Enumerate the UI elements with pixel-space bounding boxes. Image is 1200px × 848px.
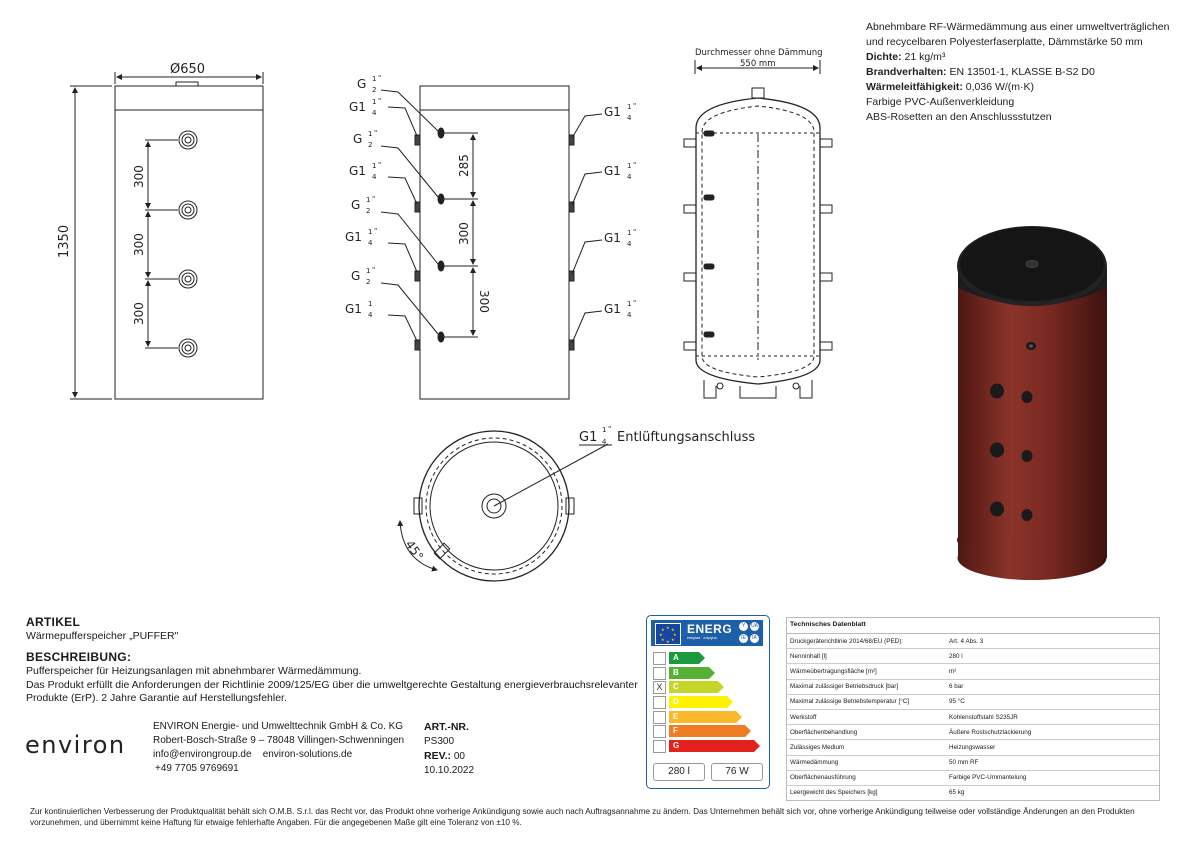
svg-text:": " <box>372 266 376 274</box>
eu-flag-icon: ★ ★ ★ ★ ★ ★ ★ ★ <box>655 623 681 645</box>
description-text: Pufferspeicher für Heizungsanlagen mit abnehmbarer Wärmedämmung. Das Produkt erfüllt die Anforderungen der Richtlinie 2009/125/EG über die umweltgerechte Gestaltung energieverbrauchsrelevanter Produkte (ErP). 2 Jahre Garantie auf Herstellungsfehler. <box>26 665 638 704</box>
svg-text:4: 4 <box>627 173 632 181</box>
energy-lang-icon: IA <box>750 634 759 643</box>
top-view <box>400 431 612 581</box>
side-right-labels <box>604 102 636 319</box>
front-port <box>179 201 197 219</box>
svg-text:1: 1 <box>372 75 377 83</box>
energy-subtitle: енергия · ενέργεια <box>687 636 717 640</box>
art-date: 10.10.2022 <box>424 765 475 776</box>
insulation-info <box>866 20 1186 125</box>
port-label: G1 <box>604 302 621 316</box>
svg-text:2: 2 <box>368 141 373 149</box>
front-diameter-label: Ø650 <box>170 62 206 77</box>
class-checkbox <box>653 667 666 680</box>
class-bar-f: F <box>669 725 745 737</box>
front-port <box>179 339 197 357</box>
top-view-label <box>579 425 755 446</box>
energy-volume: 280 l <box>653 763 705 781</box>
render-port <box>990 502 1004 517</box>
company-phone: +49 7705 9769691 <box>155 763 239 774</box>
company-name: ENVIRON Energie- und Umwelttechnik GmbH & Co. KG <box>153 721 404 732</box>
environ-logo: environ <box>25 731 126 759</box>
render-port <box>1022 450 1033 462</box>
port-label: G1 <box>604 105 621 119</box>
art-nr-value: PS300 <box>424 736 455 747</box>
class-checkbox <box>653 696 666 709</box>
svg-text:Entlüftungsanschluss: Entlüftungsanschluss <box>617 430 756 445</box>
port-label: G1 <box>345 230 362 244</box>
svg-text:1: 1 <box>366 267 371 275</box>
front-height-label: 1350 <box>57 224 72 258</box>
company-info <box>153 720 404 776</box>
info-density: Dichte: 21 kg/m³ <box>866 51 946 63</box>
svg-text:1: 1 <box>627 229 632 237</box>
front-spacing-label: 300 <box>132 165 146 188</box>
energy-title: ENERG <box>687 622 733 636</box>
class-bar-g: G <box>669 740 754 752</box>
table-row: Nenninhalt [l] 280 l <box>787 649 1159 664</box>
port-label: G1 <box>604 231 621 245</box>
front-spacing-label: 300 <box>132 302 146 325</box>
company-address: Robert-Bosch-Straße 9 – 78048 Villingen-Schwenningen <box>153 735 405 746</box>
svg-text:1: 1 <box>602 426 607 434</box>
front-port <box>179 270 197 288</box>
table-row: Oberflächenbehandlung Äußere Rostschutzlackierung <box>787 725 1159 740</box>
svg-text:": " <box>608 425 612 433</box>
front-view <box>70 72 263 399</box>
svg-text:2: 2 <box>372 86 377 94</box>
svg-text:": " <box>374 129 378 137</box>
art-nr-label: ART.-NR. <box>424 721 469 733</box>
section-view <box>684 60 832 398</box>
svg-text:": " <box>378 97 382 105</box>
info-line: ABS-Rosetten an den Anschlussstutzen <box>866 111 1052 123</box>
info-heat: Wärmeleitfähigkeit: 0,036 W/(m·K) <box>866 81 1035 93</box>
svg-text:": " <box>372 195 376 203</box>
render-port <box>990 443 1004 458</box>
port-label: G1 <box>345 302 362 316</box>
article-number-block <box>424 720 474 778</box>
side-view <box>381 86 602 399</box>
side-dim-label: 285 <box>457 154 471 177</box>
footer-disclaimer: Zur kontinuierlichen Verbesserung der Produktqualität behält sich O.M.B. S.r.l. das Recht vor, das Produkt ohne vorherige Ankündigung sowie auch nach Auftragsannahme zu ändern. Das Unternehmen behält sich vor, ohne vorherige Ankündigung teilweise oder vollständige Änderungen an den Produkten vorzunehmen, und übernimmt keine Haftung für etwaige fehlerhafte Angaben. Für die angegebenen Maße gilt eine Toleranz von ±10 %. <box>30 807 1135 827</box>
svg-text:1: 1 <box>368 300 373 308</box>
svg-text:1: 1 <box>368 130 373 138</box>
energy-lang-icon: IE <box>739 634 748 643</box>
port-label: G <box>351 198 361 212</box>
svg-text:": " <box>633 161 637 169</box>
class-bar-c: C <box>669 681 718 693</box>
svg-text:G1: G1 <box>579 430 598 445</box>
svg-text:4: 4 <box>627 311 632 319</box>
table-row: Maximal zulässige Betriebstemperatur [°C] 95 °C <box>787 695 1159 710</box>
tech-data-table <box>786 617 1160 801</box>
svg-text:4: 4 <box>368 311 373 319</box>
class-checkbox <box>653 711 666 724</box>
table-row: Oberflächenausführung Farbige PVC-Ummantelung <box>787 771 1159 786</box>
table-row: Maximal zulässiger Betriebsdruck [bar] 6 bar <box>787 680 1159 695</box>
port-label: G <box>351 269 361 283</box>
svg-text:1: 1 <box>627 300 632 308</box>
energy-lang-icon: Y <box>739 622 748 631</box>
side-dim-label: 300 <box>457 222 471 245</box>
table-row: Wärmeübertragungsfläche [m²] m² <box>787 664 1159 679</box>
svg-text:": " <box>633 299 637 307</box>
section-dim: 550 mm <box>740 59 776 69</box>
class-checkbox: X <box>653 681 666 694</box>
svg-text:4: 4 <box>368 239 373 247</box>
class-bar-b: B <box>669 667 709 679</box>
energy-lang-icon: UA <box>751 623 758 629</box>
svg-text:1: 1 <box>372 98 377 106</box>
article-heading: ARTIKEL <box>26 615 81 629</box>
render-port <box>1022 391 1033 403</box>
svg-text:1: 1 <box>366 196 371 204</box>
rev-label: REV.: <box>424 750 452 762</box>
info-line: Farbige PVC-Außenverkleidung <box>866 96 1015 108</box>
svg-text:1: 1 <box>627 103 632 111</box>
table-row: Zulässiges Medium Heizungswasser <box>787 740 1159 755</box>
article-name: Wärmepufferspeicher „PUFFER" <box>26 630 179 642</box>
class-bar-e: E <box>669 711 736 723</box>
side-left-labels <box>345 74 381 319</box>
energy-label-header <box>651 620 763 646</box>
svg-text:": " <box>378 74 382 82</box>
front-port <box>179 131 197 149</box>
render-port <box>1022 509 1033 521</box>
svg-text:": " <box>378 161 382 169</box>
tank-render <box>957 226 1107 580</box>
class-checkbox <box>653 652 666 665</box>
section-caption: Durchmesser ohne Dämmung <box>695 48 823 58</box>
description-heading: BESCHREIBUNG: <box>26 650 132 664</box>
table-row: Druckgeräterichtlinie 2014/68/EU (PED): Art. 4 Abs. 3 <box>787 634 1159 649</box>
rev-value: 00 <box>453 751 465 762</box>
class-checkbox <box>653 725 666 738</box>
svg-text:2: 2 <box>366 207 371 215</box>
class-bar-d: D <box>669 696 727 708</box>
svg-text:1: 1 <box>372 162 377 170</box>
svg-text:": " <box>633 228 637 236</box>
svg-text:4: 4 <box>627 240 632 248</box>
svg-text:": " <box>633 102 637 110</box>
side-dim-label: 300 <box>477 290 491 313</box>
svg-text:4: 4 <box>602 438 607 446</box>
svg-text:1: 1 <box>368 228 373 236</box>
svg-text:": " <box>374 227 378 235</box>
svg-text:4: 4 <box>372 109 377 117</box>
table-row: Wärmedämmung 50 mm RF <box>787 756 1159 771</box>
front-spacing-label: 300 <box>132 233 146 256</box>
svg-text:1: 1 <box>627 162 632 170</box>
energy-loss: 76 W <box>711 763 763 781</box>
company-contact: info@environgroup.de environ-solutions.de <box>153 749 353 760</box>
svg-text:4: 4 <box>372 173 377 181</box>
port-label: G <box>357 77 367 91</box>
svg-text:2: 2 <box>366 278 371 286</box>
port-label: G1 <box>604 164 621 178</box>
svg-text:4: 4 <box>627 114 632 122</box>
render-port <box>990 384 1004 399</box>
info-fire: Brandverhalten: EN 13501-1, KLASSE B-S2 D0 <box>866 66 1095 78</box>
tech-table-title: Technisches Datenblatt <box>787 618 1159 634</box>
port-label: G <box>353 132 363 146</box>
info-line: und recycelbaren Polyesterfaserplatte, Dämmstärke 50 mm <box>866 36 1143 48</box>
info-line: Abnehmbare RF-Wärmedämmung aus einer umweltverträglichen <box>866 21 1170 33</box>
port-label: G1 <box>349 164 366 178</box>
table-row: Werkstoff Kohlenstoffstahl S235JR <box>787 710 1159 725</box>
port-label: G1 <box>349 100 366 114</box>
table-row: Leergewicht des Speichers [kg] 65 kg <box>790 789 965 797</box>
top-view-angle: 45° <box>402 537 427 564</box>
class-checkbox <box>653 740 666 753</box>
energy-label <box>646 615 770 789</box>
class-bar-a: A <box>669 652 699 664</box>
